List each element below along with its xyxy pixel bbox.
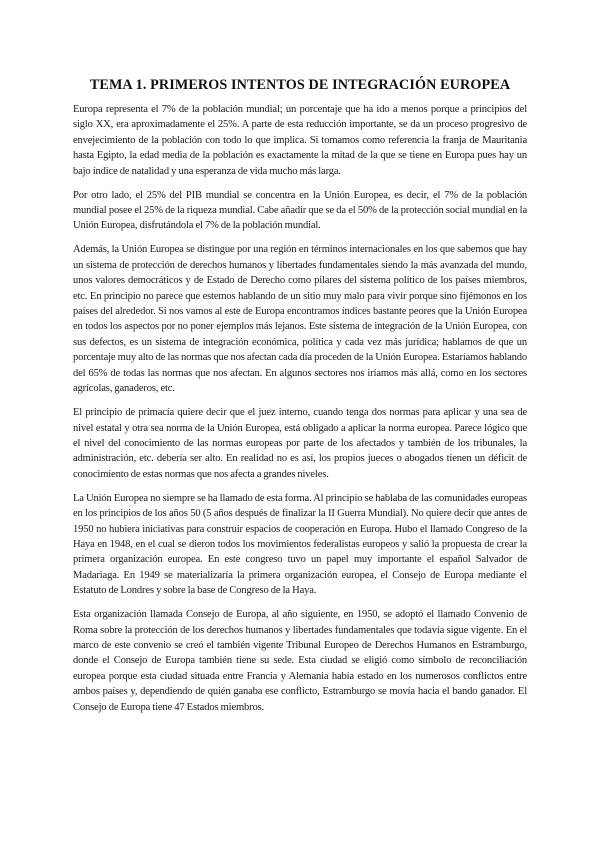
document-title: TEMA 1. PRIMEROS INTENTOS DE INTEGRACIÓN EUROPEA [89,77,511,93]
paragraph-5: La Unión Europea no siempre se ha llamado de esta forma. Al principio se hablaba de las comunidades europeas en los principios de los años 50 (5 años después de finalizar la II Guerra Mundial). No quiere decir que antes de 1950 no hubiera iniciativas para construir espacios de cooperación en Europa. Hubo el llamado Congreso de la Haya en 1948, en el cual se dieron todos los movimientos federalistas europeos y salió la propuesta de crear la primera organización europea. En este congreso tuvo un papel muy importante el español Salvador de Madariaga. En 1949 se materializaría la primera organización europea, el Consejo de Europa mediante el Estatuto de Londres y sobre la base de Congreso de la Haya. [73,492,527,597]
paragraph-1: Europa representa el 7% de la población mundial; un porcentaje que ha ido a menos porque a principios del siglo XX, era aproximadamente el 25%. A parte de esta reducción importante, se da un proceso progresivo de envejecimiento de la población con todo lo que implica. Si tomamos como referencia la franja de Mauritania hasta Egipto, la edad media de la población es exactamente la mitad de la que se tiene en Europa pues hay un bajo índice de natalidad y una esperanza de vida mucho más larga. [73,104,527,177]
paragraph-6: Esta organización llamada Consejo de Europa, al año siguiente, en 1950, se adoptó el llamado Convenio de Roma sobre la protección de los derechos humanos y libertades fundamentales que todavía sigue vigente. En el marco de este convenio se creó el también vigente Tribunal Europeo de Derechos Humanos en Estramburgo, donde el Consejo de Europa también tiene su sede. Esta ciudad se eligió como símbolo de reconciliación europea porque esta ciudad situada entre Francia y Alemania había estado en los numerosos conflictos entre ambos países y, dependiendo de quién ganaba ese conflicto, Estramburgo se movía hacia el bando ganador. El Consejo de Europa tiene 47 Estados miembros. [73,609,527,713]
paragraph-2: Por otro lado, el 25% del PIB mundial se concentra en la Unión Europea, es decir, el 7% de la población mundial posee el 25% de la riqueza mundial. Cabe añadir que se da el 50% de la protección social mundial en la Unión Europea, disfrutándola el 7% de la población mundial. [73,189,527,232]
document-body [73,102,527,724]
paragraph-4: El principio de primacía quiere decir que el juez interno, cuando tenga dos normas para aplicar y una sea de nivel estatal y otra sea norma de la Unión Europea, está obligado a aplicar la norma europea. Parece lógico que el nivel del conocimiento de las normas europeas por parte de los afectados y también de los tribunales, la administración, etc. debería ser alto. En realidad no es así, los propios jueces o abogados tienen un déficit de conocimiento de estas normas que nos afecta a grandes niveles. [73,407,527,480]
paragraph-3: Además, la Unión Europea se distingue por una región en términos internacionales en los que sabemos que hay un sistema de protección de derechos humanos y libertades fundamentales siendo la más avanzada del mundo, unos valores democráticos y de Estado de Derecho como pilares del sistema político de los países miembros, etc. En principio no parece que estemos hablando de un sitio muy malo para vivir porque sino fijémonos en los países del alrededor. Si nos vamos al este de Europa encontramos índices bastante peores que la Unión Europea en todos los aspectos por no poner ejemplos más lejanos. Este sistema de integración de la Unión Europea, con sus defectos, es un sistema de integración económica, política y cada vez más jurídica; hablamos de que un porcentaje muy alto de las normas que nos afectan cada día proceden de la Unión Europea. Estaríamos hablando del 65% de todas las normas que nos afectan. En algunos sectores nos iríamos más allá, como en los sectores agrícolas, ganaderos, etc. [73,244,527,395]
